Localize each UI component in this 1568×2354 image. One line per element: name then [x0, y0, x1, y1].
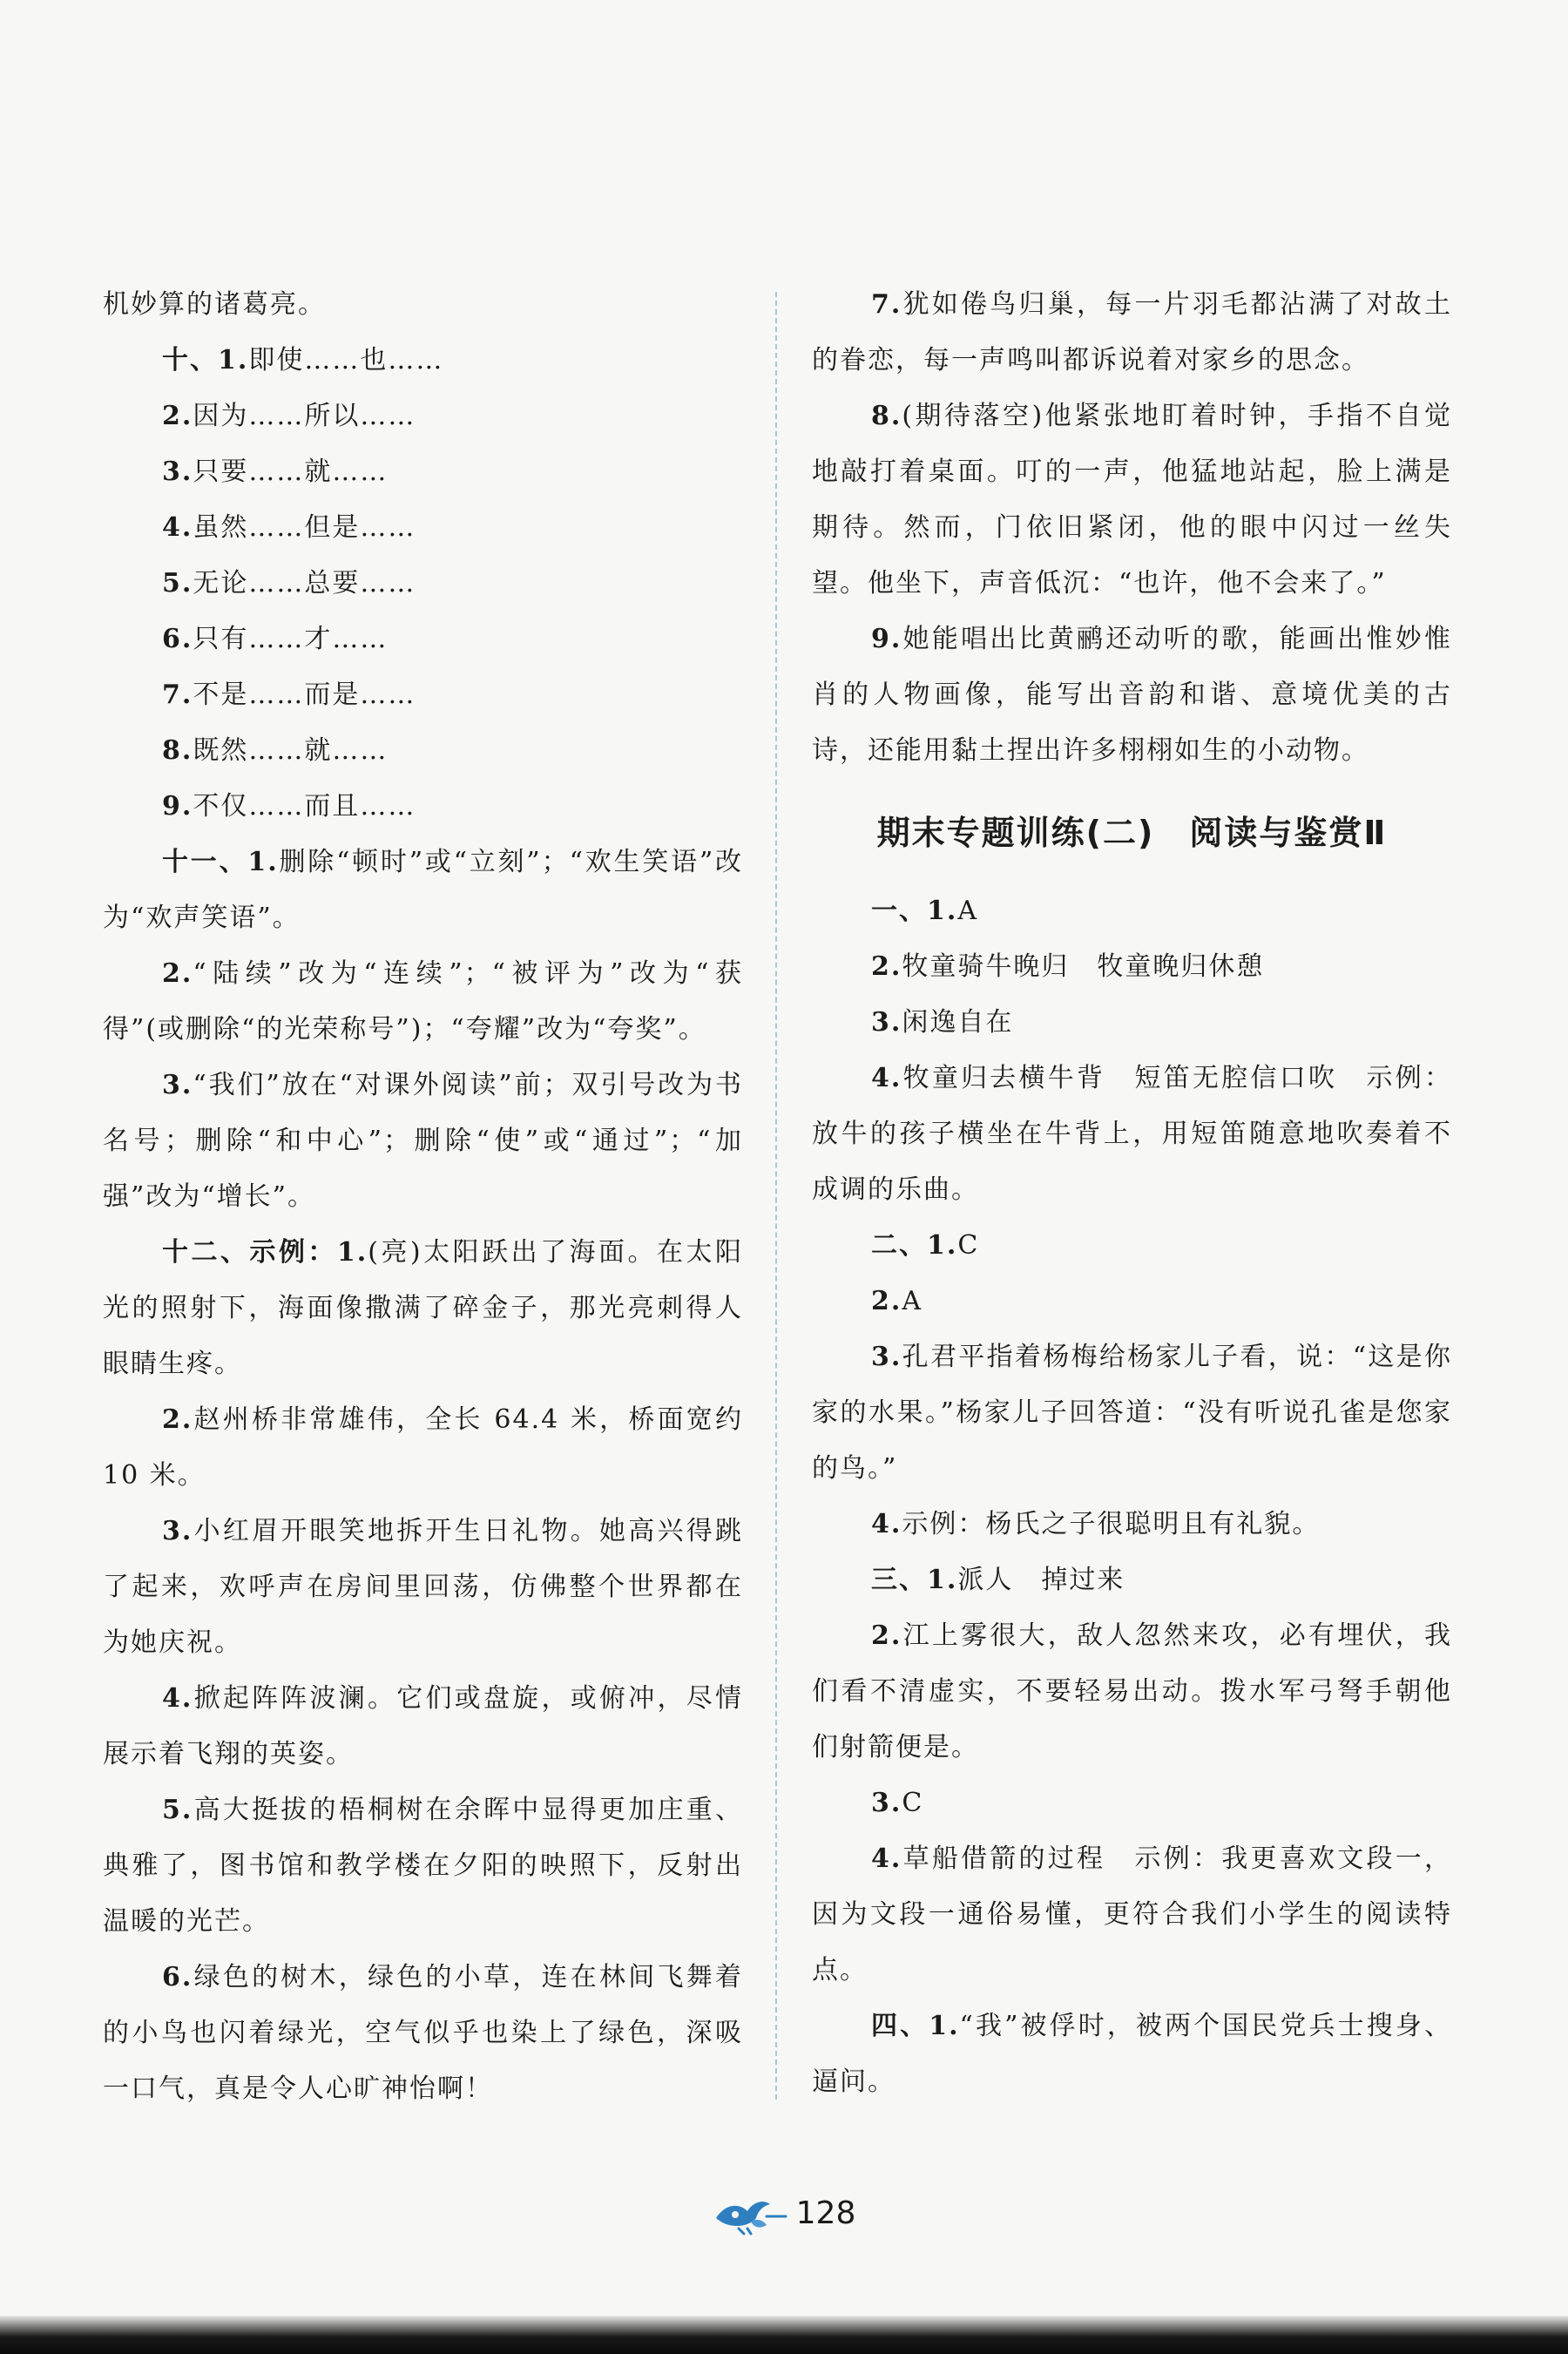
paragraph: 4.掀起阵阵波澜。它们或盘旋，或俯冲，尽情展示着飞翔的英姿。: [103, 1683, 743, 1769]
paragraph: 6.绿色的树木，绿色的小草，连在林间飞舞着的小鸟也闪着绿光，空气似乎也染上了绿色，深吸一口气，真是令人心旷神怡啊！: [103, 1962, 743, 2104]
paragraph: 8.既然……就……: [162, 735, 389, 766]
left-column: [103, 277, 743, 2117]
paragraph: 3.闲逸自在: [871, 1007, 1014, 1038]
paragraph: 2.A: [871, 1286, 923, 1316]
paragraph: 2.牧童骑牛晚归 牧童晚归休憩: [871, 951, 1265, 982]
paragraph: 3.小红眉开眼笑地拆开生日礼物。她高兴得跳了起来，欢呼声在房间里回荡，仿佛整个世界都在为她庆祝。: [103, 1516, 743, 1658]
bird-flower-logo-icon: [713, 2192, 787, 2236]
section-title: 期末专题训练(二) 阅读与鉴赏Ⅱ: [876, 814, 1388, 852]
page-number: 128: [795, 2195, 856, 2231]
paragraph: 6.只有……才……: [162, 624, 389, 654]
paragraph: 机妙算的诸葛亮。: [103, 289, 326, 320]
paragraph: 一、1.A: [871, 896, 978, 926]
paragraph: 9.她能唱出比黄鹂还动听的歌，能画出惟妙惟肖的人物画像，能写出音韵和谐、意境优美的古诗，还能用黏土捏出许多栩栩如生的小动物。: [812, 624, 1452, 766]
paragraph: 二、1.C: [871, 1230, 980, 1261]
paragraph: 十二、示例：1.(亮)太阳跃出了海面。在太阳光的照射下，海面像撒满了碎金子，那光亮刺得人眼睛生疼。: [103, 1237, 743, 1379]
paragraph: 3.孔君平指着杨梅给杨家儿子看，说：“这是你家的水果。”杨家儿子回答道：“没有听说孔雀是您家的鸟。”: [812, 1342, 1452, 1484]
paragraph: 3.只要……就……: [162, 457, 389, 487]
paragraph: 3.“我们”放在“对课外阅读”前；双引号改为书名号；删除“和中心”；删除“使”或“通过”；“加强”改为“增长”。: [103, 1070, 743, 1212]
paragraph: 2.“陆续”改为“连续”；“被评为”改为“获得”(或删除“的光荣称号”)；“夸耀”改为“夸奖”。: [103, 958, 743, 1045]
paragraph: 5.无论……总要……: [162, 568, 416, 599]
paragraph: 3.C: [871, 1788, 924, 1818]
right-column: [812, 277, 1452, 2110]
bottom-edge-band: [0, 2316, 1568, 2354]
paragraph: 2.赵州桥非常雄伟，全长 64.4 米，桥面宽约 10 米。: [103, 1404, 743, 1491]
paragraph: 7.不是……而是……: [162, 680, 416, 710]
paragraph: 4.示例：杨氏之子很聪明且有礼貌。: [871, 1509, 1321, 1539]
paragraph: 四、1.“我”被俘时，被两个国民党兵士搜身、逼问。: [812, 2011, 1452, 2097]
paragraph: 8.(期待落空)他紧张地盯着时钟，手指不自觉地敲打着桌面。叮的一声，他猛地站起，脸上满是期待。然而，门依旧紧闭，他的眼中闪过一丝失望。他坐下，声音低沉：“也许，他不会来了。”: [812, 401, 1452, 599]
paragraph: 4.草船借箭的过程 示例：我更喜欢文段一，因为文段一通俗易懂，更符合我们小学生的阅读特点。: [812, 1843, 1452, 1985]
paragraph: 9.不仅……而且……: [162, 791, 416, 822]
paragraph: 三、1.派人 掉过来: [871, 1565, 1125, 1595]
paragraph: 2.江上雾很大，敌人忽然来攻，必有埋伏，我们看不清虚实，不要轻易出动。拨水军弓弩手朝他们射箭便是。: [812, 1620, 1452, 1762]
paragraph: 5.高大挺拔的梧桐树在余晖中显得更加庄重、典雅了，图书馆和教学楼在夕阳的映照下，反射出温暖的光芒。: [103, 1795, 743, 1937]
paragraph: 2.因为……所以……: [162, 401, 416, 431]
paragraph: 十、1.即使……也……: [162, 345, 444, 375]
paragraph: 十一、1.删除“顿时”或“立刻”；“欢生笑语”改为“欢声笑语”。: [103, 847, 743, 933]
paragraph: 7.犹如倦鸟归巢，每一片羽毛都沾满了对故土的眷恋，每一声鸣叫都诉说着对家乡的思念。: [812, 289, 1452, 375]
column-divider: [775, 292, 777, 2100]
page-footer: [0, 2191, 1568, 2236]
paragraph: 4.虽然……但是……: [162, 512, 416, 543]
paragraph: 4.牧童归去横牛背 短笛无腔信口吹 示例：放牛的孩子横坐在牛背上，用短笛随意地吹奏着不成调的乐曲。: [812, 1063, 1452, 1205]
